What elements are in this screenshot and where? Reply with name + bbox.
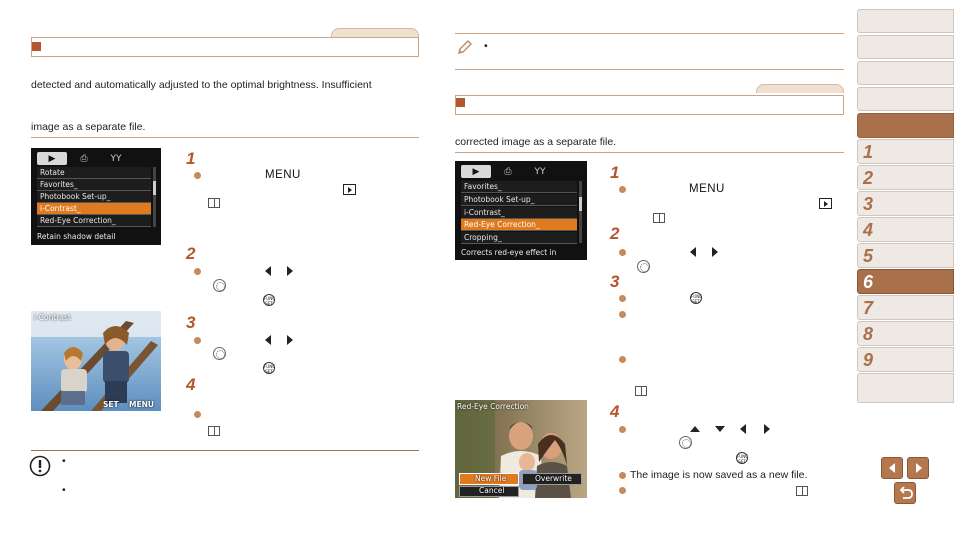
play-tab-icon: ▶ [37, 152, 67, 165]
reference-book-icon [653, 213, 665, 223]
bullet [194, 337, 201, 344]
right-arrow-icon [287, 335, 293, 345]
sidebar-chapter-5[interactable] [857, 243, 954, 268]
bullet [619, 487, 626, 494]
menu-scrollbar [579, 181, 582, 243]
sidebar-basic-guide[interactable] [857, 61, 954, 85]
up-arrow-icon [690, 426, 700, 432]
menu-item: Cropping_ [461, 232, 577, 244]
intro-divider-left [31, 137, 419, 138]
sidebar-advanced-guide[interactable] [857, 87, 954, 111]
bullet [194, 268, 201, 275]
chapter-number: 8 [863, 324, 874, 344]
intro-line-2: image as a separate file. [31, 121, 146, 133]
menu-item: Favorites_ [37, 179, 151, 191]
photo-set-label: SET [103, 400, 119, 409]
saved-note: The image is now saved as a new file. [630, 469, 808, 481]
setup-tab-icon: ΥΥ [534, 166, 546, 177]
left-arrow-icon [740, 424, 746, 434]
caution-top-rule [31, 450, 419, 451]
intro-line-right: corrected image as a separate file. [455, 136, 617, 148]
bullet [194, 172, 201, 179]
print-tab-icon: ⎙ [80, 153, 88, 164]
menu-item-selected: i-Contrast_ [37, 203, 151, 215]
intro-divider-right [455, 152, 844, 153]
reference-book-icon [796, 486, 808, 496]
reference-book-icon [208, 426, 220, 436]
menu-item-selected: Red-Eye Correction_ [461, 219, 577, 231]
caution-icon [29, 455, 51, 477]
pencil-note-icon [456, 38, 474, 56]
sidebar-chapter-6[interactable] [857, 269, 954, 294]
bullet [619, 472, 626, 479]
bullet [619, 249, 626, 256]
sidebar-cover[interactable] [857, 9, 954, 33]
previous-page-button[interactable] [881, 457, 903, 479]
play-tab-icon: ▶ [461, 165, 491, 178]
step-number: 3 [186, 313, 196, 332]
right-arrow-icon [287, 266, 293, 276]
bullet [619, 356, 626, 363]
control-dial-icon [637, 260, 650, 273]
section-tab-right [756, 84, 844, 93]
section-header-left [31, 37, 419, 57]
menu-item: i-Contrast_ [461, 207, 577, 219]
step-number: 2 [610, 224, 620, 243]
note-bottom-rule [455, 69, 844, 70]
menu-item: Photobook Set-up_ [461, 194, 577, 206]
overwrite-label: Overwrite [535, 474, 572, 483]
sidebar-chapter-1[interactable] [857, 139, 954, 164]
section-marker-right [456, 98, 465, 107]
camera-menu-screen-right [455, 161, 587, 260]
previous-arrow-icon [889, 463, 895, 473]
func-set-icon: FUNC SET [737, 454, 749, 464]
menu-button-label: MENU [265, 169, 301, 181]
func-set-icon: FUNC SET [264, 364, 276, 374]
playback-icon [343, 184, 356, 195]
left-arrow-icon [265, 335, 271, 345]
next-page-button[interactable] [907, 457, 929, 479]
reference-book-icon [208, 198, 220, 208]
step-number: 4 [186, 375, 196, 394]
menu-item: Red-Eye Correction_ [37, 215, 151, 227]
func-set-icon: FUNC SET [264, 296, 276, 306]
sidebar-chapter-2[interactable] [857, 165, 954, 190]
left-arrow-icon [690, 247, 696, 257]
sidebar-chapter-3[interactable] [857, 191, 954, 216]
back-button[interactable] [894, 482, 916, 504]
note-top-rule [455, 33, 844, 34]
sidebar-chapter-9[interactable] [857, 347, 954, 372]
intro-line-1: detected and automatically adjusted to the optimal brightness. Insufficient [31, 79, 372, 91]
chapter-number: 5 [863, 246, 874, 266]
down-arrow-icon [715, 426, 725, 432]
bullet [619, 186, 626, 193]
chapter-number: 4 [863, 220, 874, 240]
step-number: 2 [186, 244, 196, 263]
reference-book-icon [635, 386, 647, 396]
new-file-label: New File [475, 474, 507, 483]
sidebar-toc[interactable] [857, 35, 954, 59]
menu-footer: Corrects red-eye effect in [461, 248, 557, 257]
right-arrow-icon [712, 247, 718, 257]
control-dial-icon [679, 436, 692, 449]
step-number: 3 [610, 272, 620, 291]
control-dial-icon [213, 347, 226, 360]
return-arrow-icon [898, 486, 914, 502]
red-eye-correction-photo [455, 400, 587, 498]
menu-item: Favorites_ [461, 181, 577, 193]
bullet [619, 311, 626, 318]
section-marker-left [32, 42, 41, 51]
sidebar-chapter-4[interactable] [857, 217, 954, 242]
chapter-number: 2 [863, 168, 874, 188]
bullet [619, 295, 626, 302]
menu-button-label: MENU [689, 183, 725, 195]
func-set-icon: FUNC SET [691, 294, 703, 304]
chapter-number: 9 [863, 350, 874, 370]
i-contrast-photo [31, 311, 161, 411]
bullet [619, 426, 626, 433]
step-number: 4 [610, 402, 620, 421]
menu-item: Rotate [37, 167, 151, 179]
caution-bullet-2: • [62, 484, 66, 496]
menu-item: Photobook Set-up_ [37, 191, 151, 203]
control-dial-icon [213, 279, 226, 292]
camera-menu-screen-left [31, 148, 161, 245]
print-tab-icon: ⎙ [504, 166, 512, 177]
section-tab-left [331, 28, 419, 37]
caution-bullet-1: • [62, 455, 66, 467]
step-number: 1 [610, 163, 620, 182]
cancel-label: Cancel [479, 486, 505, 495]
right-arrow-icon [764, 424, 770, 434]
section-header-right [455, 95, 844, 115]
photo-label: Red-Eye Correction [457, 402, 529, 411]
sidebar-chapter-7[interactable] [857, 295, 954, 320]
children-swing-photo [31, 311, 161, 411]
chapter-number: 1 [863, 142, 874, 162]
photo-label: i-Contrast [34, 313, 71, 322]
menu-footer: Retain shadow detail [37, 232, 116, 241]
sidebar-chapter-8[interactable] [857, 321, 954, 346]
chapter-number: 3 [863, 194, 874, 214]
chapter-number: 6 [863, 272, 874, 292]
sidebar-index[interactable] [857, 373, 954, 403]
setup-tab-icon: ΥΥ [110, 153, 122, 164]
next-arrow-icon [916, 463, 922, 473]
step-number: 1 [186, 149, 196, 168]
sidebar-chapter-header [857, 113, 954, 138]
bullet [194, 411, 201, 418]
playback-icon [819, 198, 832, 209]
left-arrow-icon [265, 266, 271, 276]
note-bullet: • [484, 40, 488, 52]
photo-menu-label: MENU [129, 400, 154, 409]
chapter-number: 7 [863, 298, 874, 318]
menu-scrollbar [153, 167, 156, 227]
